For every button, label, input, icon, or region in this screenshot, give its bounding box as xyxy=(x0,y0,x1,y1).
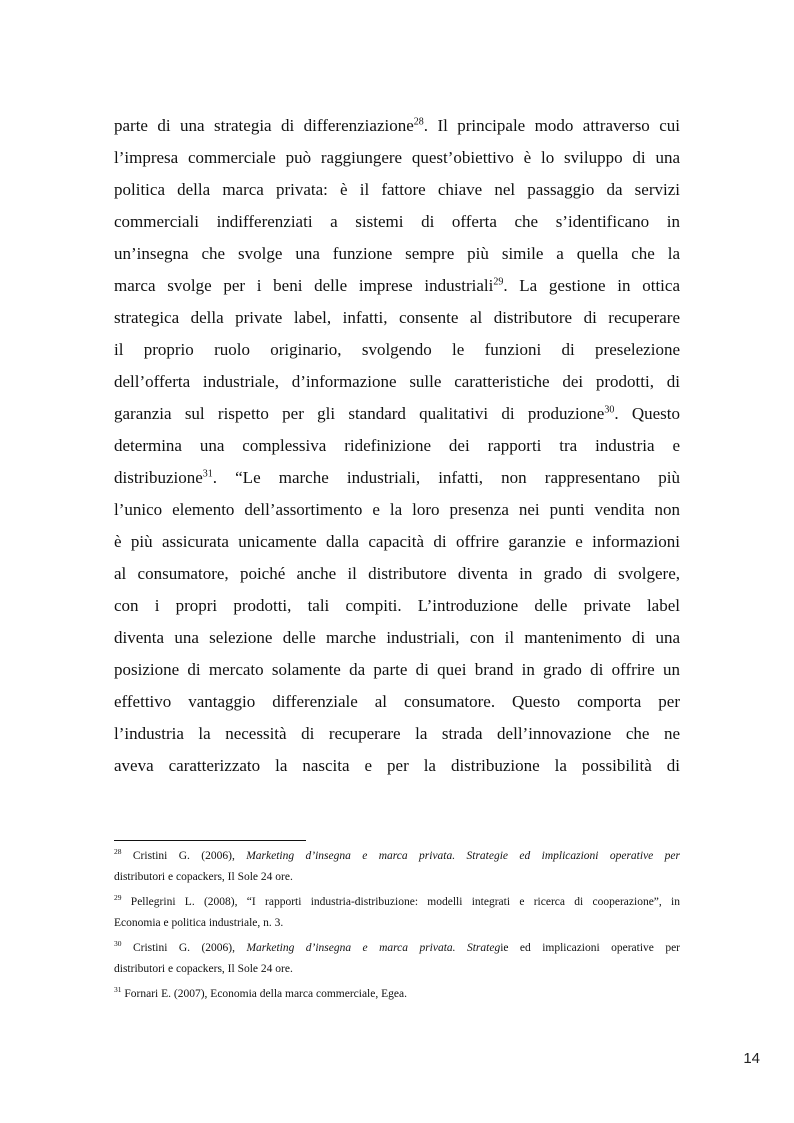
body-line: con i propri prodotti, tali compiti. L’introduzione delle private label xyxy=(114,596,680,615)
body-line: il proprio ruolo originario, svolgendo le funzioni di preselezione xyxy=(114,340,680,359)
footnote-ref[interactable]: 29 xyxy=(493,276,504,288)
footnote-separator xyxy=(114,840,306,841)
footnote-31: $^{31}$ Fornari E. (2007), Economia della marca commerciale, Egea. xyxy=(114,985,407,1000)
body-line: strategica della private label, infatti, consente al distributore di recuperare xyxy=(114,308,680,327)
body-line: l’industria la necessità di recuperare la strada dell’innovazione che ne xyxy=(114,724,680,743)
body-line: al consumatore, poiché anche il distributore diventa in grado di svolgere, xyxy=(114,564,680,583)
footnote-30-cont: distributori e copackers, Il Sole 24 ore. xyxy=(114,963,293,975)
body-line: aveva caratterizzato la nascita e per la distribuzione la possibilità di xyxy=(114,756,680,775)
footnote-28: $^{28}$ Cristini G. (2006), Marketing d’insegna e marca privata. Strategie ed implicazioni operative per xyxy=(114,847,680,862)
body-line: è più assicurata unicamente dalla capacità di offrire garanzie e informazioni xyxy=(114,532,680,551)
footnote-number: 28 xyxy=(114,847,122,857)
footnote-30: $^{30}$ Cristini G. (2006), Marketing d’insegna e marca privata. Strategie ed implicazioni operative per xyxy=(114,939,681,954)
body-line: marca svolge per i beni delle imprese industriali$^{29}$. La gestione in ottica xyxy=(114,276,680,295)
footnote-ref[interactable]: 28 xyxy=(413,116,424,128)
body-line: dell’offerta industriale, d’informazione sulle caratteristiche dei prodotti, di xyxy=(114,372,680,391)
body-line: determina una complessiva ridefinizione dei rapporti tra industria e xyxy=(114,436,680,455)
body-line: garanzia sul rispetto per gli standard qualitativi di produzione$^{30}$. Questo xyxy=(114,404,680,423)
footnote-number: 31 xyxy=(114,985,122,995)
body-line: distribuzione$^{31}$. “Le marche industriali, infatti, non rappresentano più xyxy=(114,468,680,487)
body-text xyxy=(114,110,680,782)
footnote-29: $^{29}$ Pellegrini L. (2008), “I rapporti industria-distribuzione: modelli integrati e ricerca di cooperazione”, in xyxy=(114,893,681,908)
body-line: un’insegna che svolge una funzione sempre più simile a quella che la xyxy=(114,244,680,263)
footnote-29-cont: Economia e politica industriale, n. 3. xyxy=(114,917,284,929)
footnote-ref[interactable]: 30 xyxy=(604,404,615,416)
footnotes xyxy=(114,846,680,1009)
footnote-28-cont: distributori e copackers, Il Sole 24 ore. xyxy=(114,871,293,883)
body-line: parte di una strategia di differenziazione$^{28}$. Il principale modo attraverso cui xyxy=(114,116,680,135)
footnote-number: 29 xyxy=(114,893,122,903)
body-line: politica della marca privata: è il fattore chiave nel passaggio da servizi xyxy=(114,180,680,199)
body-line: effettivo vantaggio differenziale al consumatore. Questo comporta per xyxy=(114,692,680,711)
body-line: diventa una selezione delle marche industriali, con il mantenimento di una xyxy=(114,628,680,647)
footnote-number: 30 xyxy=(114,939,122,949)
page-number: 14 xyxy=(743,1050,760,1067)
body-line: l’unico elemento dell’assortimento e la loro presenza nei punti vendita non xyxy=(114,500,680,519)
body-line: posizione di mercato solamente da parte di quei brand in grado di offrire un xyxy=(114,660,680,679)
body-line: commerciali indifferenziati a sistemi di offerta che s’identificano in xyxy=(114,212,680,231)
footnote-ref[interactable]: 31 xyxy=(202,468,213,480)
body-line: l’impresa commerciale può raggiungere quest’obiettivo è lo sviluppo di una xyxy=(114,148,680,167)
